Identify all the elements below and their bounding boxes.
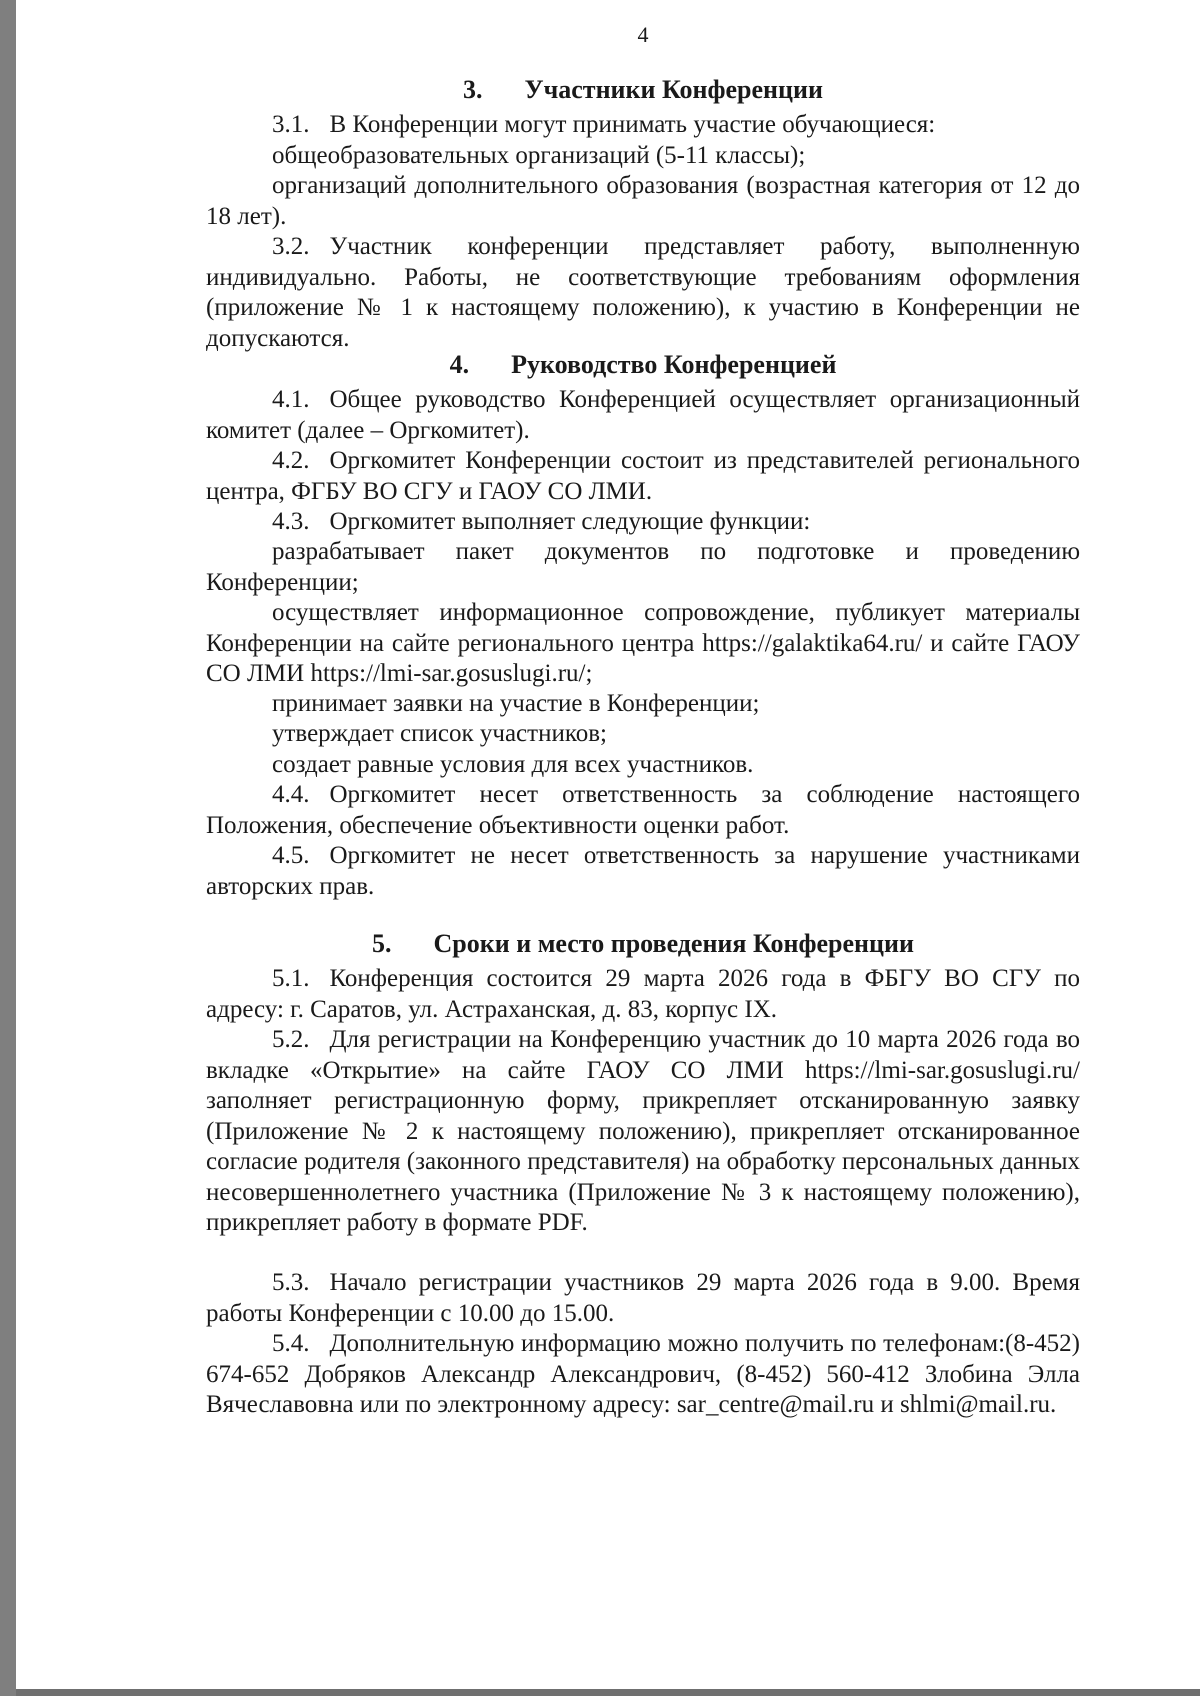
page-bottom-edge	[16, 1689, 1200, 1696]
paragraph-4-4	[206, 780, 1080, 841]
paragraph-text: Оргкомитет несет ответственность за соблюдение настоящего Положения, обеспечение объективности оценки работ.	[206, 781, 1080, 839]
list-item	[206, 537, 1080, 598]
page-number: 4	[637, 22, 649, 47]
paragraph-text: общеобразовательных организаций (5-11 классы);	[272, 142, 806, 169]
list-item	[206, 171, 1080, 232]
paragraph-text: создает равные условия для всех участников.	[272, 751, 754, 778]
paragraph-4-3	[206, 507, 1080, 538]
section-heading	[206, 74, 1080, 105]
paragraph-text: Конференция состоится 29 марта 2026 года в ФБГУ ВО СГУ по адресу: г. Саратов, ул. Астраханская, д. 83, корпус IX.	[206, 965, 1080, 1023]
paragraph-text: Участник конференции представляет работу, выполненную индивидуально. Работы, не соответствующие требованиям оформления (приложение № 1 к настоящему положению), к участию в Конференции не допускаются.	[206, 233, 1080, 352]
list-item	[206, 141, 1080, 172]
section-title: Руководство Конференцией	[511, 350, 837, 379]
paragraph-4-2	[206, 446, 1080, 507]
section-heading	[206, 349, 1080, 380]
paragraph-label: 5.1.	[272, 965, 310, 992]
paragraph-label: 4.4.	[272, 781, 310, 808]
paragraph-text: принимает заявки на участие в Конференции;	[272, 690, 760, 717]
paragraph-label: 4.5.	[272, 842, 310, 869]
paragraph-text: Общее руководство Конференцией осуществляет организационный комитет (далее – Оргкомитет).	[206, 386, 1080, 444]
paragraph-5-3	[206, 1268, 1080, 1329]
paragraph-text: В Конференции могут принимать участие обучающиеся:	[329, 111, 936, 138]
paragraph-label: 4.1.	[272, 386, 310, 413]
list-item	[206, 689, 1080, 720]
paragraph-label: 3.1.	[272, 111, 310, 138]
section-number: 4.	[449, 350, 470, 379]
paragraph-4-1	[206, 385, 1080, 446]
paragraph-4-5	[206, 841, 1080, 902]
paragraph-label: 3.2.	[272, 233, 310, 260]
paragraph-label: 5.2.	[272, 1026, 310, 1053]
paragraph-text: Оргкомитет выполняет следующие функции:	[329, 508, 811, 535]
paragraph-5-1	[206, 964, 1080, 1025]
paragraph-label: 5.3.	[272, 1269, 310, 1296]
paragraph-text: Для регистрации на Конференцию участник до 10 марта 2026 года во вкладке «Открытие» на сайте ГАОУ СО ЛМИ https://lmi-sar.gosuslugi.ru/ заполняет регистрационную форму, прикрепляет отсканированную заявку (Приложение № 2 к настоящему положению), прикрепляет отсканированное согласие родителя (законного представителя) на обработку персональных данных несовершеннолетнего участника (Приложение № 3 к настоящему положению), прикрепляет работу в формате PDF.	[206, 1026, 1080, 1236]
section-title: Сроки и место проведения Конференции	[433, 929, 914, 958]
section-number: 5.	[372, 929, 392, 958]
list-item	[206, 719, 1080, 750]
paragraph-3-2	[206, 232, 1080, 354]
list-item	[206, 750, 1080, 781]
paragraph-text: утверждает список участников;	[272, 720, 607, 747]
section-heading	[206, 928, 1080, 959]
section-title: Участники Конференции	[524, 75, 823, 104]
paragraph-text: Оргкомитет не несет ответственность за нарушение участниками авторских прав.	[206, 842, 1080, 900]
paragraph-5-4	[206, 1329, 1080, 1421]
paragraph-text: Дополнительную информацию можно получить по телефонам:(8-452) 674-652 Добряков Александр Александрович, (8-452) 560-412 Злобина Элла Вячеславовна или по электронному адресу: sar_centre@mail.ru и shlmi@mail.ru.	[206, 1330, 1080, 1418]
list-item	[206, 598, 1080, 690]
paragraph-label: 5.4.	[272, 1330, 310, 1357]
paragraph-text: разрабатывает пакет документов по подготовке и проведению Конференции;	[206, 538, 1080, 596]
paragraph-3-1	[206, 110, 1080, 141]
paragraph-label: 4.2.	[272, 447, 310, 474]
section-number: 3.	[463, 75, 483, 104]
paragraph-5-2	[206, 1025, 1080, 1239]
paragraph-text: Начало регистрации участников 29 марта 2026 года в 9.00. Время работы Конференции с 10.00 до 15.00.	[206, 1269, 1080, 1327]
paragraph-text: организаций дополнительного образования (возрастная категория от 12 до 18 лет).	[206, 172, 1080, 230]
paragraph-text: осуществляет информационное сопровождение, публикует материалы Конференции на сайте регионального центра https://galaktika64.ru/ и сайте ГАОУ СО ЛМИ https://lmi-sar.gosuslugi.ru/;	[206, 599, 1080, 687]
document-page	[16, 0, 1200, 1696]
paragraph-text: Оргкомитет Конференции состоит из представителей регионального центра, ФГБУ ВО СГУ и ГАОУ СО ЛМИ.	[206, 447, 1080, 505]
paragraph-label: 4.3.	[272, 508, 310, 535]
